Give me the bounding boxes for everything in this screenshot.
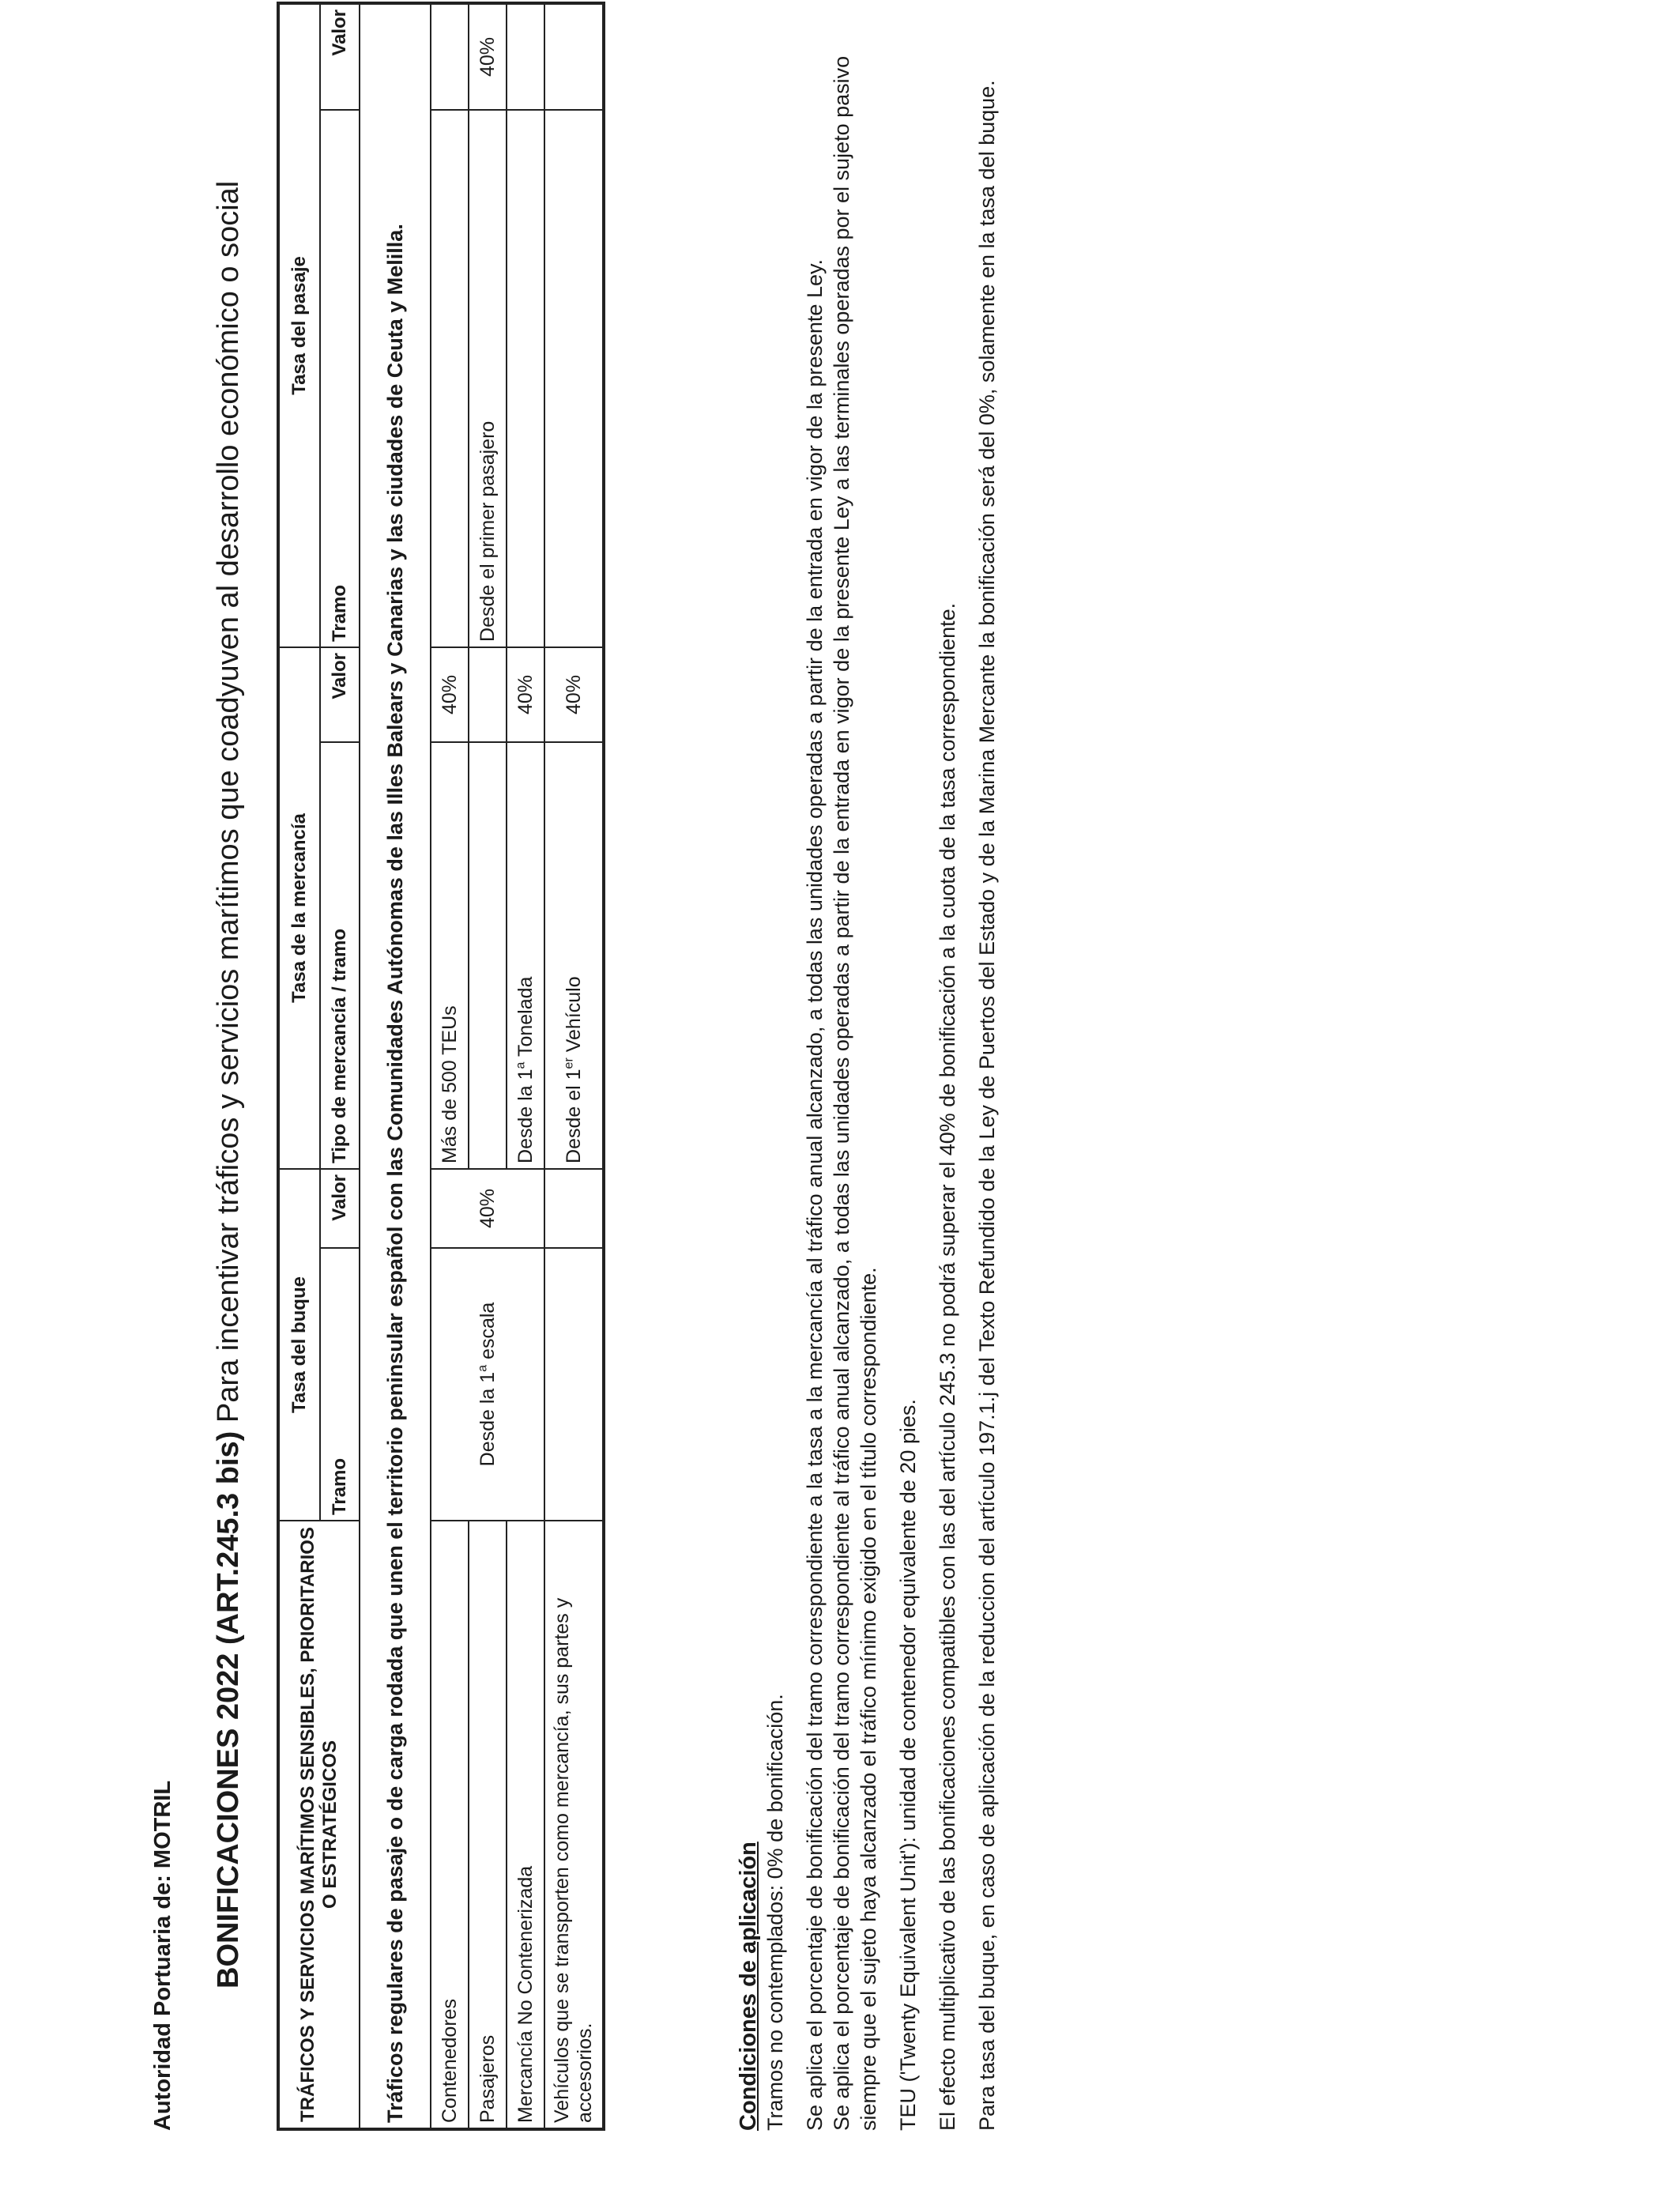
header-tasa-buque: Tasa del buque	[278, 1169, 320, 1521]
buque-tramo: Desde la 1$^a$ escala	[431, 1248, 544, 1521]
merc-valor: 40%	[431, 647, 469, 742]
buque-tramo-empty	[544, 1248, 604, 1521]
merc-valor: 40%	[544, 647, 604, 742]
header-tasa-pasaje: Tasa del pasaje	[278, 3, 320, 647]
subheader-buque-tramo: Tramo	[320, 1248, 360, 1521]
condition-5: El efecto multiplicativo de las bonificaciones compatibles con las del artículo 245.3 no podrá superar el 40% de bonificación a la cuota de la tasa correspondiente.	[936, 602, 959, 2131]
pas-tramo	[507, 110, 544, 647]
merc-tramo	[469, 742, 507, 1169]
header-tasa-mercancia: Tasa de la mercancía	[278, 647, 320, 1169]
row-name: Mercancía No Contenerizada	[507, 1521, 544, 2129]
merc-valor	[469, 647, 507, 742]
header-traficos: TRÁFICOS Y SERVICIOS MARÍTIMOS SENSIBLES, PRIORITARIOS O ESTRATÉGICOS	[278, 1521, 360, 2129]
merc-tramo: Más de 500 TEUs	[431, 742, 469, 1169]
row-name: Contenedores	[431, 1521, 469, 2129]
authority-label: Autoridad Portuaria de:	[150, 1868, 175, 2131]
subheader-buque-valor: Valor	[320, 1169, 360, 1248]
subheader-pasaje-tramo: Tramo	[320, 110, 360, 647]
condition-1: Tramos no contemplados: 0% de bonificación.	[763, 1694, 787, 2131]
buque-valor-empty	[544, 1169, 604, 1248]
region-row: Tráficos regulares de pasaje o de carga rodada que unen el territorio peninsular español con las Comunidades Autónomas de las Illes Balears y Canarias y las ciudades de Ceuta y Melilla.	[360, 3, 431, 2129]
authority-line	[150, 1781, 176, 2131]
conditions-section	[735, 44, 1000, 2131]
pas-tramo	[544, 110, 604, 647]
pas-tramo: Desde el primer pasajero	[469, 110, 507, 647]
title-rest: Para incentivar tráficos y servicios marítimos que coadyuven al desarrollo económico o social	[212, 180, 245, 1431]
condition-2: Se aplica el porcentaje de bonificación del tramo correspondiente a la tasa a la mercancía al tráfico anual alcanzado, a todas las unidades operadas a partir de la entrada en vigor de la presente Ley.	[803, 259, 827, 2131]
condition-6: Para tasa del buque, en caso de aplicación de la reduccion del artículo 197.1.j del Texto Refundido de la Ley de Puertos del Estado y de la Marina Mercante la bonificación será del 0%, solamente en la tasa del buque.	[975, 80, 999, 2131]
row-name: Pasajeros	[469, 1521, 507, 2129]
merc-tramo: Desde el 1er Vehículo	[544, 742, 604, 1169]
subheader-mercancia-tipo: Tipo de mercancía / tramo	[320, 742, 360, 1169]
row-name: Vehículos que se transporten como mercancía, sus partes y accesorios.	[544, 1521, 604, 2129]
condition-3: Se aplica el porcentaje de bonificación del tramo correspondiente al tráfico anual alcanzado, a todas las unidades operadas a partir de la entrada en vigor de la presente Ley a las terminales operadas por el sujeto pasivo siempre que el sujeto haya alcanzado el tráfico mínimo exigido en el título correspondiente.	[830, 55, 880, 2131]
pas-valor	[507, 3, 544, 110]
conditions-title: Condiciones de aplicación	[736, 1842, 761, 2131]
pas-valor	[544, 3, 604, 110]
condition-4: TEU ('Twenty Equivalent Unit'): unidad de contenedor equivalente de 20 pies.	[896, 1399, 920, 2131]
page-title	[212, 181, 246, 1989]
title-bold: BONIFICACIONES 2022 (ART.245.3 bis)	[212, 1431, 245, 1989]
buque-valor: 40%	[431, 1169, 544, 1248]
pas-valor	[431, 3, 469, 110]
authority-name: MOTRIL	[150, 1780, 175, 1869]
subheader-pasaje-valor: Valor	[320, 3, 360, 110]
pas-valor: 40%	[469, 3, 507, 110]
merc-tramo: Desde la 1$^a$ Tonelada	[507, 742, 544, 1169]
subheader-mercancia-valor: Valor	[320, 647, 360, 742]
bonificaciones-table	[277, 2, 605, 2131]
merc-valor: 40%	[507, 647, 544, 742]
pas-tramo	[431, 110, 469, 647]
